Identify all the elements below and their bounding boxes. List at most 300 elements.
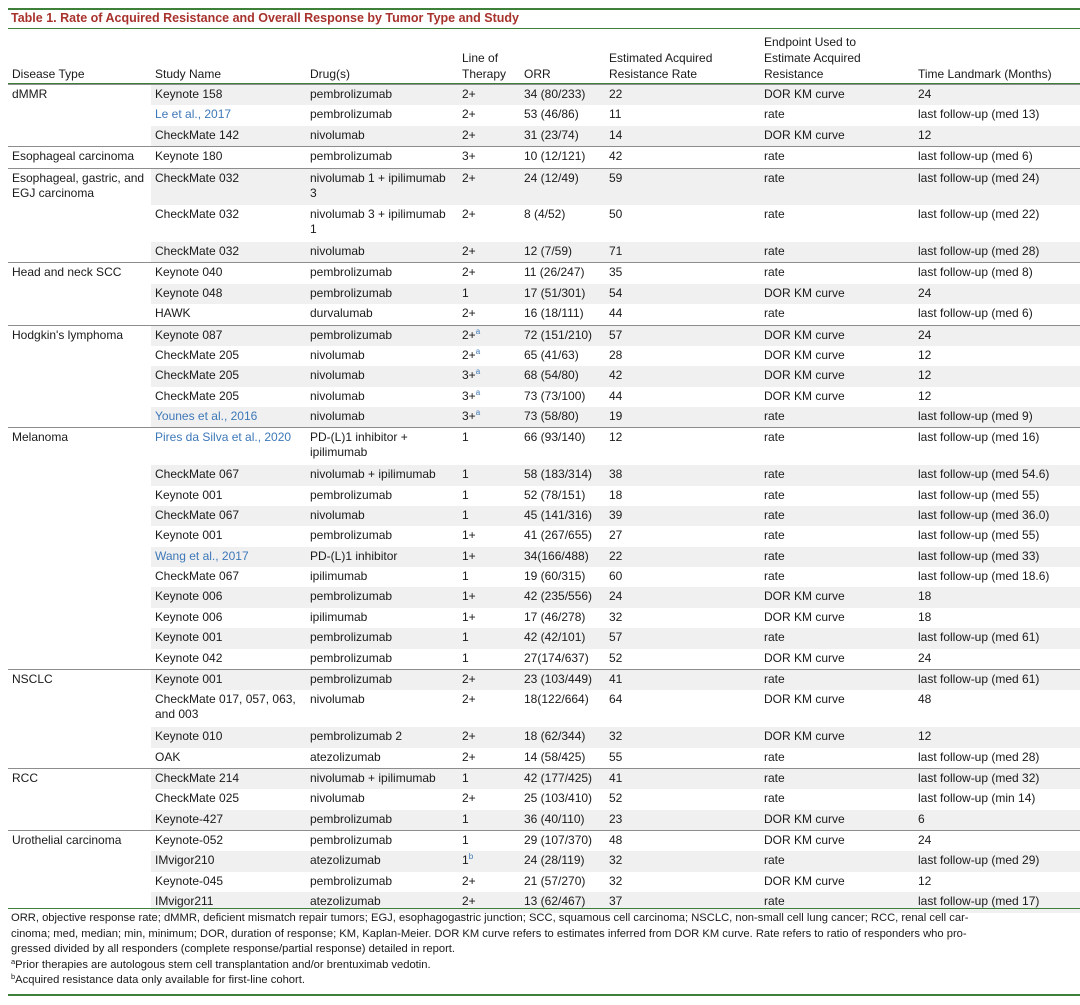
study-name-cell-text: Keynote 180 [155,149,223,164]
acquired-rate-cell [605,465,760,485]
time-landmark-cell-text: 18 [918,609,932,624]
acquired-rate-cell [605,486,760,506]
orr-cell-text: 72 (151/210) [524,327,593,342]
drug-cell [306,263,458,284]
endpoint-cell [760,147,914,168]
acquired-rate-cell-text: 32 [609,729,623,744]
endpoint-cell [760,242,914,263]
endpoint-cell-text: rate [764,672,785,687]
drug-cell [306,670,458,691]
endpoint-cell [760,628,914,648]
study-name-cell [151,325,306,346]
acquired-rate-cell [605,147,760,168]
endpoint-cell-text: rate [764,149,785,164]
disease-cell [8,789,151,809]
table-row [8,748,1080,769]
orr-cell-text: 73 (58/80) [524,409,579,424]
orr-cell-text: 58 (183/314) [524,467,593,482]
disease-cell [8,263,151,284]
table-row [8,465,1080,485]
orr-cell-text: 14 (58/425) [524,749,586,764]
study-name-cell [151,168,306,205]
disease-cell [8,325,151,346]
disease-cell [8,628,151,648]
drug-cell-text: pembrolizumab [310,107,393,122]
line-of-therapy-cell-text: 2+ [462,692,476,707]
drug-cell [306,366,458,386]
orr-cell-text: 24 (28/119) [524,853,585,868]
orr-cell-text: 42 (235/556) [524,589,593,604]
endpoint-cell-text: rate [764,894,785,909]
line-of-therapy-cell [458,486,520,506]
line-of-therapy-cell [458,284,520,304]
line-of-therapy-cell-text: 1+ [462,589,476,604]
drug-cell [306,168,458,205]
study-name-cell [151,649,306,670]
study-name-cell [151,526,306,546]
time-landmark-cell-text: last follow-up (med 61) [918,672,1040,687]
acquired-rate-cell [605,649,760,670]
acquired-rate-cell [605,506,760,526]
endpoint-cell [760,670,914,691]
disease-cell [8,85,151,106]
acquired-rate-cell [605,85,760,106]
footnote-abbrev-line-3: gressed divided by all responders (complete response/partial response) detailed in report. [11,943,456,956]
study-name-cell [151,465,306,485]
drug-cell [306,851,458,871]
endpoint-cell [760,567,914,587]
orr-cell-text: 11 (26/247) [524,265,585,280]
endpoint-cell-text: rate [764,853,785,868]
drug-cell [306,428,458,465]
drug-cell [306,126,458,147]
drug-cell [306,465,458,485]
acquired-rate-cell [605,567,760,587]
table-row [8,670,1080,691]
endpoint-cell-text: DOR KM curve [764,729,845,744]
line-of-therapy-cell [458,526,520,546]
orr-cell [520,892,605,912]
endpoint-cell-text: rate [764,107,785,122]
endpoint-cell-text: rate [764,528,785,543]
time-landmark-cell [914,147,1080,168]
study-name-cell-text: HAWK [155,306,191,321]
time-landmark-cell [914,465,1080,485]
time-landmark-cell-text: 18 [918,589,932,604]
time-landmark-cell [914,892,1080,912]
time-landmark-cell-text: 12 [918,347,932,362]
line-of-therapy-cell [458,304,520,325]
study-name-cell-text: Keynote 006 [155,609,223,624]
table-row [8,486,1080,506]
endpoint-cell [760,387,914,407]
drug-cell [306,810,458,831]
disease-cell [8,428,151,465]
endpoint-cell [760,263,914,284]
acquired-rate-cell [605,670,760,691]
study-name-cell [151,670,306,691]
time-landmark-cell [914,670,1080,691]
time-landmark-cell-text: last follow-up (med 8) [918,265,1033,280]
orr-cell-text: 31 (23/74) [524,127,579,142]
acquired-rate-cell-text: 18 [609,487,623,502]
drug-cell-text: atezolizumab [310,749,381,764]
drug-cell-text: atezolizumab [310,894,381,909]
time-landmark-cell [914,168,1080,205]
drug-cell-text: pembrolizumab [310,630,393,645]
table-row [8,85,1080,106]
acquired-rate-cell [605,587,760,607]
line-of-therapy-cell-text: 2+ [462,127,476,142]
footnote-marker: a [475,367,481,377]
acquired-rate-cell [605,789,760,809]
time-landmark-cell-text: last follow-up (med 54.6) [918,467,1050,482]
orr-cell [520,547,605,567]
line-of-therapy-cell [458,892,520,912]
study-name-cell-text: CheckMate 067 [155,467,240,482]
drug-cell-text: pembrolizumab [310,265,393,280]
disease-cell [8,284,151,304]
acquired-rate-cell-text: 14 [609,127,623,142]
drug-cell [306,85,458,106]
endpoint-cell [760,547,914,567]
endpoint-cell [760,768,914,789]
acquired-rate-cell-text: 38 [609,467,623,482]
acquired-rate-cell-text: 37 [609,894,623,909]
time-landmark-cell-text: last follow-up (med 6) [918,306,1033,321]
endpoint-cell [760,105,914,125]
disease-cell [8,851,151,871]
time-landmark-cell [914,428,1080,465]
endpoint-cell [760,872,914,892]
drug-cell-text: nivolumab [310,368,365,383]
line-of-therapy-cell-text: 1 [462,833,469,848]
study-name-cell-text: Keynote 006 [155,589,223,604]
orr-cell [520,628,605,648]
drug-cell-text: pembrolizumab [310,672,393,687]
orr-cell [520,506,605,526]
title-rule [8,28,1080,29]
drug-cell-text: pembrolizumab [310,327,393,342]
orr-cell-text: 8 (4/52) [524,207,566,222]
drug-cell-text: pembrolizumab [310,811,393,826]
acquired-rate-cell-text: 22 [609,548,623,563]
table-row [8,242,1080,263]
footnote-marker: a [475,326,481,336]
study-name-cell [151,147,306,168]
line-of-therapy-cell [458,851,520,871]
table-row [8,168,1080,205]
endpoint-cell-text: rate [764,170,785,185]
disease-cell [8,670,151,691]
drug-cell-text: pembrolizumab [310,87,393,101]
table-row [8,263,1080,284]
acquired-rate-cell-text: 48 [609,833,623,848]
orr-cell-text: 19 (60/315) [524,569,586,584]
time-landmark-cell-text: 12 [918,873,932,888]
time-landmark-cell [914,304,1080,325]
line-of-therapy-cell [458,465,520,485]
drug-cell [306,649,458,670]
disease-cell-text: Esophageal carcinoma [12,149,135,164]
orr-cell [520,85,605,106]
line-of-therapy-cell-text: 2+ [462,729,476,744]
acquired-rate-cell-text: 28 [609,347,623,362]
time-landmark-cell-text: 6 [918,811,925,826]
disease-cell [8,407,151,428]
time-landmark-cell [914,263,1080,284]
time-landmark-cell [914,526,1080,546]
time-landmark-cell-text: 24 [918,87,932,101]
drug-cell [306,587,458,607]
endpoint-cell-text: rate [764,569,785,584]
table-row [8,608,1080,628]
endpoint-cell [760,810,914,831]
study-name-cell [151,831,306,852]
endpoint-cell [760,366,914,386]
orr-cell [520,325,605,346]
line-of-therapy-cell-text: 2+ [462,873,476,888]
orr-cell-text: 24 (12/49) [524,170,579,185]
endpoint-cell [760,346,914,366]
study-name-cell [151,608,306,628]
study-name-cell-text: CheckMate 205 [155,388,240,403]
footnote-marker: a [475,346,481,356]
header-endpoint-2: Estimate Acquired [764,51,861,65]
study-name-cell-text: CheckMate 032 [155,243,240,258]
disease-cell [8,506,151,526]
orr-cell-text: 13 (62/467) [524,894,586,909]
study-name-cell-text: Keynote-427 [155,811,224,826]
table-row [8,810,1080,831]
footnote-marker: a [475,408,481,418]
orr-cell-text: 65 (41/63) [524,347,579,362]
acquired-rate-cell [605,872,760,892]
drug-cell-text: nivolumab [310,791,365,806]
study-name-cell [151,346,306,366]
endpoint-cell [760,304,914,325]
drug-cell-text: nivolumab [310,388,365,403]
time-landmark-cell-text: last follow-up (med 18.6) [918,569,1050,584]
acquired-rate-cell-text: 11 [609,107,622,122]
table-row [8,587,1080,607]
acquired-rate-cell-text: 39 [609,507,623,522]
study-name-cell-text: CheckMate 032 [155,207,240,222]
acquired-rate-cell [605,105,760,125]
drug-cell [306,768,458,789]
line-of-therapy-cell [458,748,520,769]
orr-cell-text: 18 (62/344) [524,729,586,744]
study-name-cell-text: Younes et al., 2016 [155,409,258,424]
header-line-of-therapy-2: Therapy [462,67,507,81]
study-name-cell [151,789,306,809]
drug-cell-text: atezolizumab [310,853,381,868]
time-landmark-cell [914,567,1080,587]
acquired-rate-cell-text: 32 [609,873,623,888]
time-landmark-cell-text: last follow-up (med 24) [918,170,1040,185]
orr-cell [520,346,605,366]
study-name-cell-text: Keynote 087 [155,327,223,342]
line-of-therapy-cell [458,105,520,125]
time-landmark-cell-text: last follow-up (med 29) [918,853,1040,868]
acquired-rate-cell-text: 64 [609,692,623,707]
time-landmark-cell-text: last follow-up (med 55) [918,528,1040,543]
acquired-rate-cell-text: 12 [609,430,623,445]
orr-cell [520,304,605,325]
endpoint-cell-text: DOR KM curve [764,833,845,848]
line-of-therapy-cell [458,608,520,628]
study-name-cell-text: CheckMate 067 [155,569,240,584]
orr-cell-text: 66 (93/140) [524,430,586,445]
line-of-therapy-cell [458,387,520,407]
time-landmark-cell [914,810,1080,831]
orr-cell [520,168,605,205]
table-row [8,428,1080,465]
line-of-therapy-cell-text: 2+ [462,327,476,342]
endpoint-cell [760,126,914,147]
time-landmark-cell [914,242,1080,263]
acquired-rate-cell-text: 23 [609,811,623,826]
drug-cell-text: pembrolizumab [310,487,393,502]
time-landmark-cell [914,346,1080,366]
endpoint-cell [760,727,914,747]
orr-cell [520,428,605,465]
orr-cell [520,608,605,628]
line-of-therapy-cell-text: 1 [462,770,469,785]
footnote-a-mark: a [11,956,16,966]
acquired-rate-cell [605,325,760,346]
drug-cell-text: pembrolizumab 2 [310,729,403,744]
endpoint-cell-text: rate [764,630,785,645]
study-name-cell-text: IMvigor210 [155,853,215,868]
disease-cell [8,649,151,670]
time-landmark-cell-text: 12 [918,729,932,744]
footnote-a [11,958,1080,974]
line-of-therapy-cell [458,872,520,892]
study-name-cell [151,567,306,587]
drug-cell-text: nivolumab [310,507,365,522]
orr-cell [520,587,605,607]
endpoint-cell [760,407,914,428]
orr-cell [520,147,605,168]
drug-cell [306,567,458,587]
orr-cell-text: 42 (42/101) [524,630,586,645]
time-landmark-cell-text: 12 [918,127,932,142]
acquired-rate-cell [605,242,760,263]
acquired-rate-cell [605,407,760,428]
disease-cell [8,105,151,125]
endpoint-cell [760,748,914,769]
disease-cell [8,304,151,325]
endpoint-cell-text: rate [764,467,785,482]
orr-cell-text: 12 (7/59) [524,243,573,258]
endpoint-cell [760,649,914,670]
time-landmark-cell [914,831,1080,852]
table-row [8,727,1080,747]
acquired-rate-cell [605,547,760,567]
disease-cell [8,547,151,567]
time-landmark-cell [914,85,1080,106]
acquired-rate-cell-text: 19 [609,409,623,424]
endpoint-cell [760,168,914,205]
study-name-cell [151,126,306,147]
line-of-therapy-cell [458,810,520,831]
header-endpoint-3: Resistance [764,67,824,81]
study-name-cell-text: Le et al., 2017 [155,107,232,122]
table-row [8,690,1080,727]
disease-cell [8,126,151,147]
orr-cell-text: 45 (141/316) [524,507,593,522]
drug-cell-text: pembrolizumab [310,873,393,888]
endpoint-cell-text: DOR KM curve [764,388,845,403]
header-acquired-rate-1: Estimated Acquired [609,51,713,65]
line-of-therapy-cell-text: 2+ [462,170,476,185]
endpoint-cell-text: rate [764,487,785,502]
disease-cell-text: Hodgkin's lymphoma [12,327,124,342]
acquired-rate-cell [605,428,760,465]
study-name-cell-text: CheckMate 214 [155,770,240,785]
footnote-marker: b [468,852,474,862]
orr-cell-text: 34(166/488) [524,548,589,563]
disease-cell [8,387,151,407]
line-of-therapy-cell [458,147,520,168]
drug-cell [306,872,458,892]
orr-cell-text: 42 (177/425) [524,770,593,785]
endpoint-cell-text: rate [764,749,785,764]
line-of-therapy-cell [458,325,520,346]
drug-cell-text: nivolumab 1 + ipilimumab 3 [310,170,446,200]
disease-cell-text: Head and neck SCC [12,265,122,280]
time-landmark-cell [914,587,1080,607]
line-of-therapy-cell [458,407,520,428]
line-of-therapy-cell-text: 1 [462,430,469,445]
time-landmark-cell [914,325,1080,346]
footnote-b-mark: b [11,972,16,982]
study-name-cell [151,366,306,386]
orr-cell-text: 52 (78/151) [524,487,586,502]
line-of-therapy-cell-text: 1 [462,285,469,300]
line-of-therapy-cell [458,168,520,205]
endpoint-cell-text: rate [764,207,785,222]
study-name-cell-text: CheckMate 205 [155,347,240,362]
endpoint-cell [760,205,914,242]
orr-cell [520,526,605,546]
orr-cell [520,727,605,747]
time-landmark-cell [914,366,1080,386]
time-landmark-cell-text: 24 [918,833,932,848]
endpoint-cell-text: DOR KM curve [764,609,845,624]
footnote-b [11,973,1080,989]
time-landmark-cell-text: last follow-up (med 16) [918,430,1040,445]
study-name-cell [151,690,306,727]
acquired-rate-cell-text: 24 [609,589,623,604]
orr-cell [520,366,605,386]
orr-cell [520,486,605,506]
line-of-therapy-cell [458,346,520,366]
drug-cell-text: nivolumab [310,692,365,707]
study-name-cell [151,727,306,747]
endpoint-cell [760,587,914,607]
drug-cell [306,547,458,567]
table-row [8,526,1080,546]
acquired-rate-cell [605,831,760,852]
drug-cell [306,831,458,852]
time-landmark-cell [914,872,1080,892]
table-row [8,304,1080,325]
acquired-rate-cell-text: 50 [609,207,623,222]
acquired-rate-cell [605,205,760,242]
drug-cell-text: pembrolizumab [310,650,393,665]
